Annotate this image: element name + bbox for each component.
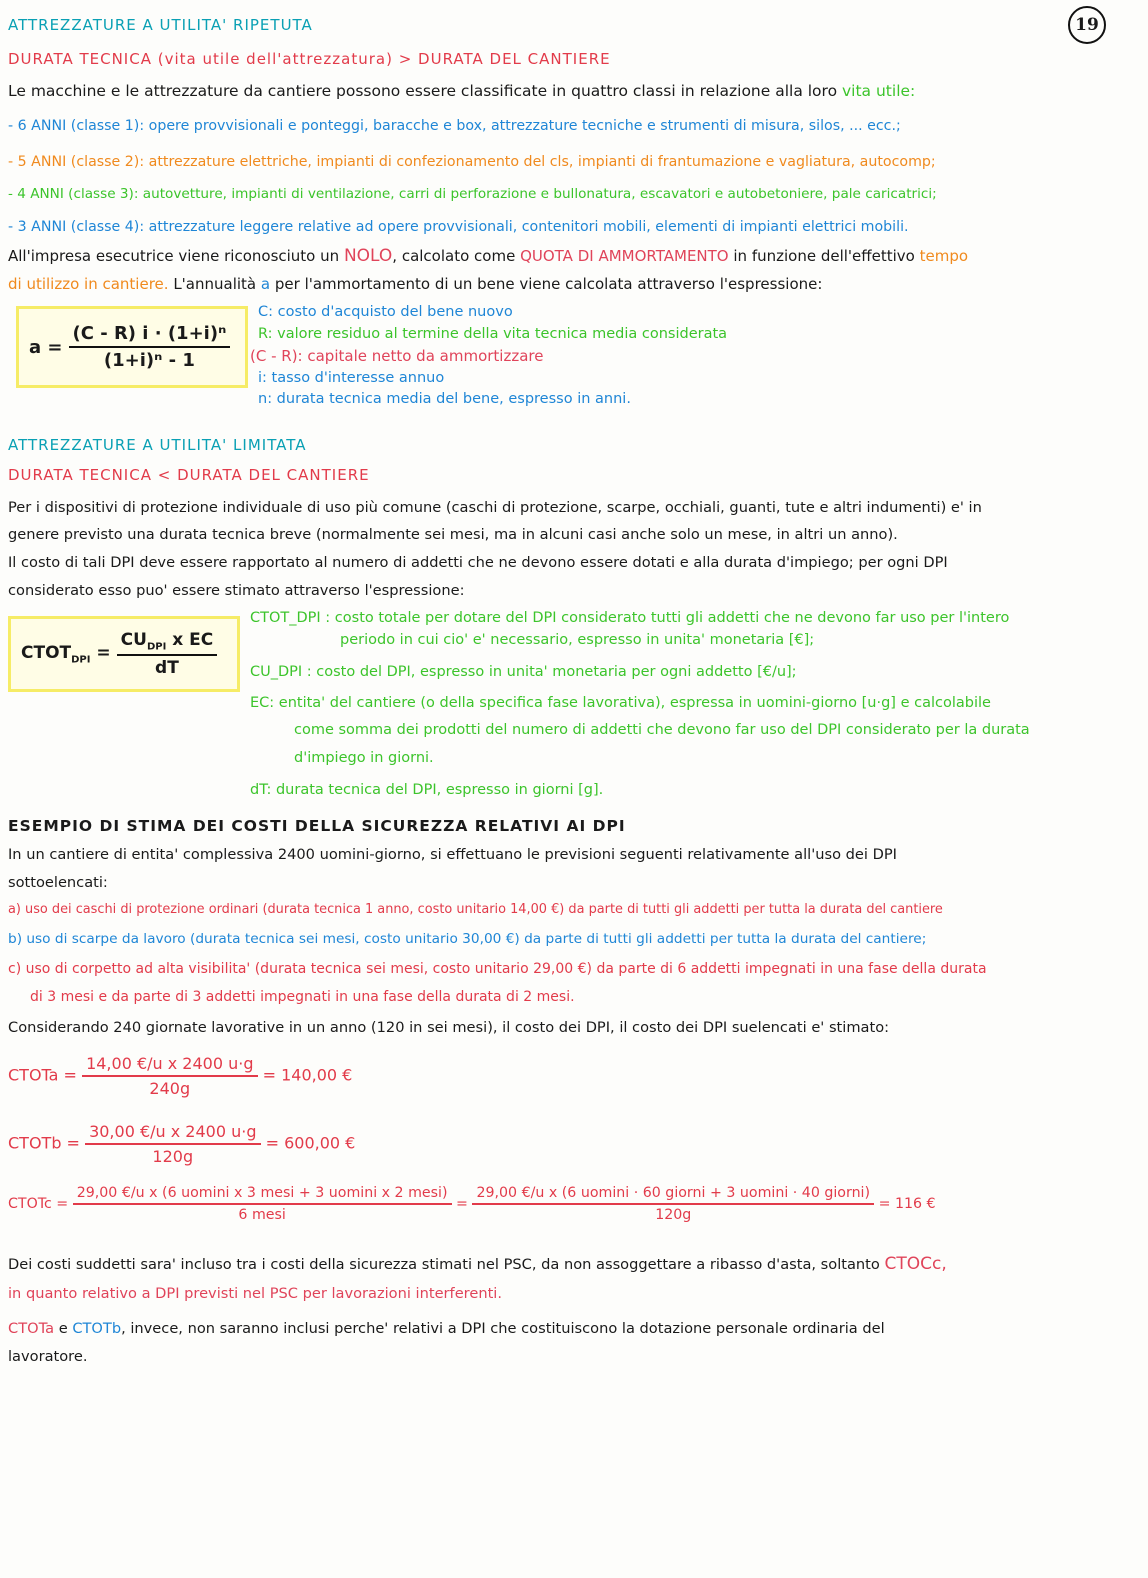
calc-c-numerator-2: 29,00 €/u x (6 uomini · 60 giorni + 3 uomini · 40 giorni) [472, 1185, 874, 1205]
annualita-symbol: a [260, 275, 271, 293]
annuity-formula-denominator: (1+i)ⁿ - 1 [103, 350, 195, 371]
legend-ctot: CTOT_DPI : costo totale per dotare del DPI considerato tutti gli addetti che ne devono far uso per l'intero [250, 610, 1010, 626]
conclusion-ctot-a: CTOTa [8, 1320, 55, 1337]
calc-c-fraction-1 [73, 1185, 452, 1223]
calc-c [8, 1185, 936, 1223]
dpi-formula-eq: = [96, 642, 111, 663]
intro-text: Le macchine e le attrezzature da cantiere possono essere classificate in quattro classi in relazione alla loro [8, 82, 838, 100]
tempo-keyword: tempo [919, 247, 969, 265]
nolo-line-2 [8, 273, 1128, 295]
dpi-formula-lhs [21, 643, 111, 665]
legend-ec: EC: entita' del cantiere (o della specifica fase lavorativa), espressa in uomini-giorno [u·g] e calcolabile [250, 695, 991, 711]
conclusion-and: e [58, 1320, 68, 1337]
nolo-text: All'impresa esecutrice viene riconosciuto un [8, 247, 340, 265]
legend-ctot-cont: periodo in cui cio' e' necessario, espresso in unita' monetaria [€]; [340, 632, 815, 648]
annuity-formula-box [16, 306, 248, 388]
section3-intro-1: In un cantiere di entita' complessiva 2400 uomini-giorno, si effettuano le previsioni seguenti relativamente all'uso dei DPI [8, 846, 897, 863]
dpi-formula-lhs-sub: DPI [71, 654, 91, 666]
nolo-text-3: in funzione dell'effettivo [733, 247, 915, 265]
conclusion-line-3 [8, 1318, 1128, 1340]
utilizzo-keyword: di utilizzo in cantiere. [8, 275, 169, 293]
legend-cu: CU_DPI : costo del DPI, espresso in unita' monetaria per ogni addetto [€/u]; [250, 664, 797, 680]
section3-title: ESEMPIO DI STIMA DEI COSTI DELLA SICUREZZA RELATIVI AI DPI [8, 817, 626, 835]
section1-intro [8, 80, 1128, 102]
calc-c-denominator-2: 120g [655, 1207, 692, 1223]
calc-a-denominator: 240g [149, 1079, 191, 1098]
calc-b-numerator: 30,00 €/u x 2400 u·g [85, 1122, 260, 1145]
dpi-formula-numerator [117, 630, 218, 656]
class-2-line: - 5 ANNI (classe 2): attrezzature elettriche, impianti di confezionamento del cls, impianti di frantumazione e vagliatura, autocomp; [8, 154, 936, 170]
section2-text-4: considerato esso puo' essere stimato attraverso l'espressione: [8, 582, 465, 599]
example-item-a: a) uso dei caschi di protezione ordinari (durata tecnica 1 anno, costo unitario 14,00 €) da parte di tutti gli addetti per tutta la durata del cantiere [8, 902, 943, 917]
nolo-text-2: , calcolato come [392, 247, 516, 265]
legend-n: n: durata tecnica media del bene, espresso in anni. [258, 391, 631, 407]
dpi-formula-denominator: dT [155, 658, 179, 679]
calc-b-denominator: 120g [152, 1147, 194, 1166]
section2-text-3: Il costo di tali DPI deve essere rapportato al numero di addetti che ne devono essere dotati e alla durata d'impiego; per ogni DPI [8, 554, 948, 571]
example-consider: Considerando 240 giornate lavorative in un anno (120 in sei mesi), il costo dei DPI, il costo dei DPI suelencati e' stimato: [8, 1019, 890, 1036]
legend-i: i: tasso d'interesse annuo [258, 370, 445, 386]
example-item-c-2: di 3 mesi e da parte di 3 addetti impegnati in una fase della durata di 2 mesi. [30, 989, 575, 1005]
calc-b-lhs: CTOTb = [8, 1133, 80, 1153]
calc-c-equals: = [456, 1196, 468, 1212]
dpi-formula-lhs-main: CTOT [21, 642, 72, 663]
nolo-text-4: per l'ammortamento di un bene viene calcolata attraverso l'espressione: [274, 275, 823, 293]
conclusion-line-2: in quanto relativo a DPI previsti nel PSC per lavorazioni interferenti. [8, 1285, 502, 1302]
annuity-formula-lhs: a = [29, 336, 63, 358]
nolo-line [8, 245, 1128, 267]
legend-c: C: costo d'acquisto del bene nuovo [258, 304, 513, 320]
legend-ec-cont: come somma dei prodotti del numero di addetti che devono far uso del DPI considerato per la durata [294, 722, 1030, 738]
example-item-c-1: c) uso di corpetto ad alta visibilita' (durata tecnica sei mesi, costo unitario 29,00 €) da parte di 6 addetti impegnati in una fase della durata [8, 961, 987, 977]
calc-a-result: = 140,00 € [262, 1065, 353, 1085]
conclusion-ctot-b: CTOTb [72, 1320, 122, 1337]
legend-ec-cont-2: d'impiego in giorni. [294, 750, 434, 766]
dpi-num-tail: x EC [172, 629, 214, 650]
section1-title: ATTREZZATURE A UTILITA' RIPETUTA [8, 16, 313, 34]
dpi-formula-fraction [117, 630, 218, 678]
calc-c-result: = 116 € [878, 1196, 936, 1212]
conclusion-text-3: , invece, non saranno inclusi perche' relativi a DPI che costituiscono la dotazione personale ordinaria del [121, 1320, 885, 1337]
annuity-formula-fraction [69, 323, 231, 371]
calc-a-fraction [82, 1054, 257, 1098]
conclusion-ctot-c: CTOCc, [884, 1254, 947, 1274]
section2-title: ATTREZZATURE A UTILITA' LIMITATA [8, 436, 307, 454]
class-4-line: - 3 ANNI (classe 4): attrezzature leggere relative ad opere provvisionali, contenitori mobili, elementi di impianti elettrici mobili. [8, 219, 909, 235]
conclusion-line-4: lavoratore. [8, 1348, 88, 1365]
calc-b-fraction [85, 1122, 260, 1166]
section1-subtitle: DURATA TECNICA (vita utile dell'attrezzatura) > DURATA DEL CANTIERE [8, 50, 611, 68]
calc-c-lhs: CTOTc = [8, 1196, 69, 1212]
dpi-formula-box [8, 616, 240, 692]
section2-subtitle: DURATA TECNICA < DURATA DEL CANTIERE [8, 466, 370, 484]
class-3-line: - 4 ANNI (classe 3): autovetture, impianti di ventilazione, carri di perforazione e bullonatura, escavatori e autobetoniere, pale caricatrici; [8, 186, 937, 202]
section3-intro-2: sottoelencati: [8, 874, 108, 891]
page-number: 19 [1068, 6, 1106, 44]
section2-text-2: genere previsto una durata tecnica breve (normalmente sei mesi, ma in alcuni casi anche solo un mese, in altri un anno). [8, 526, 898, 543]
annualita-text: L'annualità [173, 275, 257, 293]
annuity-formula-numerator: (C - R) i · (1+i)ⁿ [69, 323, 231, 348]
dpi-num-sub: DPI [146, 641, 167, 653]
calc-c-fraction-2 [472, 1185, 874, 1223]
ammortamento-keyword: QUOTA DI AMMORTAMENTO [520, 247, 729, 265]
calc-b-result: = 600,00 € [265, 1133, 356, 1153]
legend-capitale: (C - R): capitale netto da ammortizzare [250, 347, 544, 365]
conclusion-text-1: Dei costi suddetti sara' incluso tra i costi della sicurezza stimati nel PSC, da non assoggettare a ribasso d'asta, soltanto [8, 1256, 880, 1273]
intro-highlight: vita utile: [842, 82, 916, 100]
nolo-keyword: NOLO [343, 246, 393, 266]
calc-a-lhs: CTOTa = [8, 1065, 77, 1085]
legend-dt: dT: durata tecnica del DPI, espresso in giorni [g]. [250, 782, 604, 798]
calc-c-numerator-1: 29,00 €/u x (6 uomini x 3 mesi + 3 uomini x 2 mesi) [73, 1185, 452, 1205]
calc-a-numerator: 14,00 €/u x 2400 u·g [82, 1054, 257, 1077]
calc-c-denominator-1: 6 mesi [238, 1207, 286, 1223]
class-1-line: - 6 ANNI (classe 1): opere provvisionali e ponteggi, baracche e box, attrezzature tecniche e strumenti di misura, silos, ... ecc.; [8, 118, 901, 134]
section2-text-1: Per i dispositivi di protezione individuale di uso più comune (caschi di protezione, scarpe, occhiali, guanti, tute e altri indumenti) e' in [8, 499, 982, 516]
legend-r: R: valore residuo al termine della vita tecnica media considerata [258, 326, 728, 342]
example-item-b: b) uso di scarpe da lavoro (durata tecnica sei mesi, costo unitario 30,00 €) da parte di tutti gli addetti per tutta la durata del cantiere; [8, 931, 927, 947]
calc-b [8, 1122, 355, 1166]
conclusion-line-1 [8, 1253, 1128, 1276]
calc-a [8, 1054, 352, 1098]
dpi-num-cu: CU [120, 629, 147, 650]
